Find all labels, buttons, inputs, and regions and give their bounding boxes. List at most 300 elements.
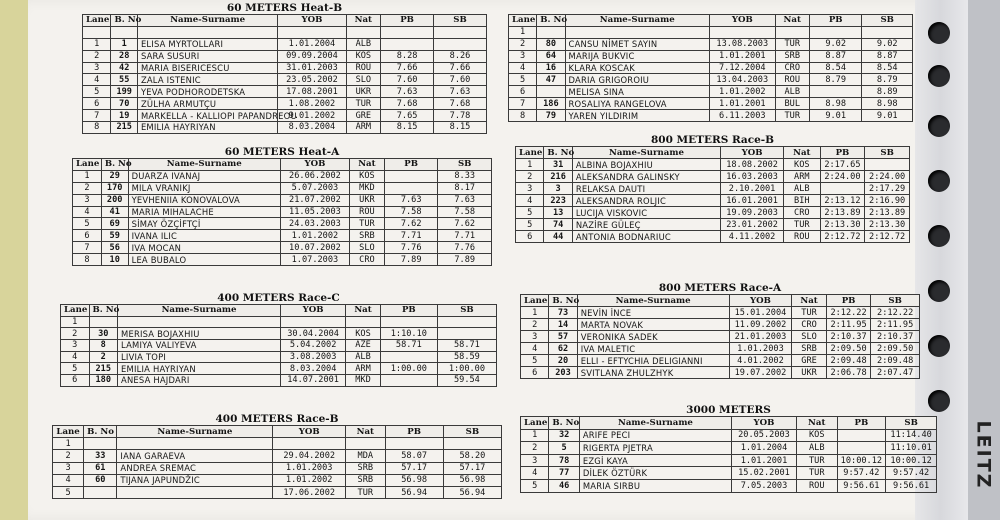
cell-lane: 3: [521, 331, 549, 343]
cell-pb: 7.58: [384, 206, 438, 218]
cell-sb: 2:10.37: [871, 331, 920, 343]
column-header-pb: PB: [385, 426, 443, 438]
cell-lane: 3: [61, 340, 90, 352]
cell-nat: [346, 438, 385, 450]
cell-bib: 44: [544, 231, 572, 243]
cell-sb: 8.33: [438, 170, 492, 182]
cell-sb: 2:13.89: [865, 207, 910, 219]
cell-pb: 10:00.12: [837, 454, 886, 467]
cell-bib: 1: [111, 38, 137, 50]
cell-name: IVA MALETIC: [577, 343, 729, 355]
column-header-name: Name-Surname: [572, 147, 720, 159]
cell-bib: 2: [89, 351, 118, 363]
table-row: [73, 206, 492, 218]
cell-lane: 8: [83, 122, 111, 134]
cell-yob: 5.07.2003: [280, 182, 349, 194]
cell-nat: ARM: [784, 171, 821, 183]
cell-sb: 7.68: [434, 98, 487, 110]
cell-yob: 4.01.2002: [729, 355, 792, 367]
cell-nat: TUR: [346, 98, 381, 110]
cell-lane: 4: [521, 467, 549, 480]
cell-nat: CRO: [775, 62, 809, 74]
cell-lane: 1: [521, 429, 549, 442]
cell-bib: [84, 486, 117, 498]
table-row: [53, 438, 502, 450]
cell-bib: 28: [111, 50, 137, 62]
cell-sb: 7.71: [438, 230, 492, 242]
cell-name: MARTA NOVAK: [577, 319, 729, 331]
cell-name: MILA VRANIKJ: [128, 182, 280, 194]
cell-sb: 10:00.12: [886, 454, 937, 467]
table-row: [61, 351, 497, 363]
column-header-nat: Nat: [346, 426, 385, 438]
event-title: [508, 2, 913, 14]
cell-yob: 09.09.2004: [278, 50, 346, 62]
event-start-list: [72, 146, 492, 266]
cell-nat: CRO: [784, 207, 821, 219]
cell-name: LIVIA TOPI: [118, 351, 281, 363]
column-header-yob: YOB: [281, 305, 346, 317]
cell-bib: [89, 316, 118, 328]
cell-pb: 8.15: [381, 122, 434, 134]
table-row: [521, 479, 937, 492]
cell-lane: 4: [521, 343, 549, 355]
cell-bib: 57: [549, 331, 577, 343]
table-row: [516, 183, 910, 195]
cell-bib: 14: [549, 319, 577, 331]
cell-nat: SLO: [349, 242, 384, 254]
cell-nat: BIH: [784, 195, 821, 207]
cell-yob: 13.04.2003: [709, 74, 775, 86]
cell-nat: ARM: [346, 363, 381, 375]
cell-name: ANDREA SREMAC: [117, 462, 273, 474]
cell-bib: 73: [549, 307, 577, 319]
cell-sb: 8.79: [862, 74, 913, 86]
cell-name: LUCIJA VISKOVIC: [572, 207, 720, 219]
cell-nat: CRO: [792, 319, 826, 331]
cell-name: LAMIYA VALIYEVA: [118, 340, 281, 352]
cell-sb: 2:12.72: [865, 231, 910, 243]
cell-nat: ROU: [796, 479, 837, 492]
column-header-name: Name-Surname: [117, 426, 273, 438]
cell-lane: 1: [61, 316, 90, 328]
column-header-sb: SB: [434, 15, 487, 27]
table-row: [509, 38, 913, 50]
cell-yob: 7.05.2003: [732, 479, 797, 492]
cell-nat: AZE: [346, 340, 381, 352]
cell-pb: 8.28: [381, 50, 434, 62]
cell-pb: [385, 438, 443, 450]
table-row: [61, 375, 497, 387]
cell-pb: 9:57.42: [837, 467, 886, 480]
cell-yob: 19.09.2003: [721, 207, 784, 219]
cell-sb: 9.02: [862, 38, 913, 50]
cell-name: LEA BUBALO: [128, 254, 280, 266]
cell-bib: 203: [549, 367, 577, 379]
table-row: [516, 219, 910, 231]
table-row: [61, 363, 497, 375]
table-row: [83, 62, 487, 74]
binder-hole: [928, 65, 950, 87]
column-header-nat: Nat: [792, 295, 826, 307]
cell-pb: 7.76: [384, 242, 438, 254]
column-header-sb: SB: [886, 417, 937, 430]
cell-nat: TUR: [346, 486, 385, 498]
cell-bib: 55: [111, 74, 137, 86]
cell-name: ROSALIYA RANGELOVA: [565, 98, 709, 110]
table-row: [509, 26, 913, 38]
cell-lane: 6: [73, 230, 102, 242]
cell-lane: 3: [521, 454, 549, 467]
binder-hole: [928, 225, 950, 247]
cell-bib: 69: [101, 218, 128, 230]
cell-lane: 1: [53, 438, 84, 450]
column-header-yob: YOB: [721, 147, 784, 159]
cell-sb: 7.58: [438, 206, 492, 218]
column-header-yob: YOB: [709, 15, 775, 27]
cell-pb: 2:24.00: [820, 171, 865, 183]
cell-sb: 9:57.42: [886, 467, 937, 480]
cell-lane: 5: [521, 479, 549, 492]
cell-nat: SRB: [775, 50, 809, 62]
results-table: [508, 14, 913, 122]
cell-bib: 80: [537, 38, 565, 50]
cell-yob: 1.01.2004: [278, 38, 346, 50]
cell-bib: 199: [111, 86, 137, 98]
cell-bib: 74: [544, 219, 572, 231]
cell-nat: MKD: [346, 375, 381, 387]
table-row: [521, 454, 937, 467]
cell-yob: 23.05.2002: [278, 74, 346, 86]
cell-yob: 13.08.2003: [709, 38, 775, 50]
cell-pb: 7.68: [381, 98, 434, 110]
table-row: [73, 170, 492, 182]
cell-lane: 6: [61, 375, 90, 387]
cell-pb: 8.87: [809, 50, 862, 62]
event-start-list: [508, 2, 913, 122]
results-table: [52, 425, 502, 499]
cell-nat: TUR: [775, 38, 809, 50]
cell-nat: TUR: [784, 219, 821, 231]
cell-pb: 7.62: [384, 218, 438, 230]
cell-bib: 180: [89, 375, 118, 387]
cell-yob: [709, 26, 775, 38]
cell-lane: 2: [521, 442, 549, 455]
table-row: [516, 171, 910, 183]
cell-yob: 1.01.2004: [732, 442, 797, 455]
header-row: [516, 147, 910, 159]
column-header-pb: PB: [820, 147, 865, 159]
column-header-name: Name-Surname: [565, 15, 709, 27]
cell-sb: 7.63: [434, 86, 487, 98]
table-row: [73, 254, 492, 266]
cell-yob: 1.08.2002: [278, 98, 346, 110]
cell-lane: 5: [61, 363, 90, 375]
binder-hole: [928, 22, 950, 44]
table-row: [521, 467, 937, 480]
cell-yob: 5.04.2002: [281, 340, 346, 352]
cell-nat: SRB: [346, 474, 385, 486]
cell-pb: 2:13.30: [820, 219, 865, 231]
cell-bib: 59: [101, 230, 128, 242]
table-row: [509, 74, 913, 86]
brand-mark: LEITZ: [972, 420, 994, 490]
cell-name: ALBINA BOJAXHIU: [572, 159, 720, 171]
cell-lane: 1: [521, 307, 549, 319]
cell-yob: 21.01.2003: [729, 331, 792, 343]
column-header-lane: Lane: [509, 15, 537, 27]
column-header-yob: YOB: [732, 417, 797, 430]
cell-nat: ROU: [784, 231, 821, 243]
cell-yob: 1.01.2003: [729, 343, 792, 355]
cell-name: SVITLANA ZHULZHYK: [577, 367, 729, 379]
cell-sb: [437, 328, 496, 340]
cell-name: TIJANA JAPUNDŽIC: [117, 474, 273, 486]
cell-nat: BUL: [775, 98, 809, 110]
cell-bib: 31: [544, 159, 572, 171]
cell-name: [565, 26, 709, 38]
header-row: [73, 159, 492, 171]
column-header-lane: Lane: [83, 15, 111, 27]
cell-pb: 7.65: [381, 110, 434, 122]
cell-bib: 41: [101, 206, 128, 218]
cell-bib: [537, 86, 565, 98]
cell-sb: [862, 26, 913, 38]
cell-name: DUARZA IVANAJ: [128, 170, 280, 182]
cell-lane: 4: [509, 62, 537, 74]
cell-pb: 7.63: [381, 86, 434, 98]
cell-pb: [820, 183, 865, 195]
cell-name: YAREN YILDIRIM: [565, 110, 709, 122]
cell-pb: 56.94: [385, 486, 443, 498]
cell-yob: 2.10.2001: [721, 183, 784, 195]
cell-pb: 2:09.50: [826, 343, 871, 355]
table-row: [516, 159, 910, 171]
cell-nat: KOS: [784, 159, 821, 171]
cell-nat: ROU: [775, 74, 809, 86]
column-header-yob: YOB: [280, 159, 349, 171]
cell-bib: 3: [544, 183, 572, 195]
column-header-yob: YOB: [278, 15, 346, 27]
header-row: [83, 15, 487, 27]
cell-lane: 5: [516, 207, 544, 219]
cell-name: ALEKSANDRA GALINSKY: [572, 171, 720, 183]
cell-name: SARA SUSURI: [137, 50, 277, 62]
cell-bib: 64: [537, 50, 565, 62]
cell-lane: 4: [61, 351, 90, 363]
cell-nat: KOS: [796, 429, 837, 442]
cell-lane: 5: [73, 218, 102, 230]
cell-bib: 10: [101, 254, 128, 266]
cell-sb: 8.15: [434, 122, 487, 134]
column-header-nat: Nat: [346, 305, 381, 317]
cell-name: ELLI - EFTYCHIA DELIGIANNI: [577, 355, 729, 367]
cell-yob: 11.05.2003: [280, 206, 349, 218]
cell-lane: 4: [73, 206, 102, 218]
cell-pb: 2:10.37: [826, 331, 871, 343]
table-row: [509, 50, 913, 62]
table-row: [73, 230, 492, 242]
column-header-nat: Nat: [796, 417, 837, 430]
header-row: [53, 426, 502, 438]
table-row: [61, 316, 497, 328]
header-row: [521, 295, 920, 307]
cell-yob: 14.07.2001: [281, 375, 346, 387]
cell-nat: SLO: [792, 331, 826, 343]
column-header-nat: Nat: [775, 15, 809, 27]
results-table: [520, 416, 937, 493]
table-row: [53, 474, 502, 486]
table-row: [521, 355, 920, 367]
column-header-pb: PB: [826, 295, 871, 307]
cell-bib: 200: [101, 194, 128, 206]
event-start-list: [60, 292, 497, 387]
table-row: [509, 86, 913, 98]
column-header-pb: PB: [809, 15, 862, 27]
cell-name: [137, 26, 277, 38]
event-start-list: [515, 134, 910, 243]
cell-lane: 1: [83, 38, 111, 50]
column-header-lane: Lane: [521, 417, 549, 430]
cell-sb: 57.17: [443, 462, 501, 474]
cell-yob: 29.04.2002: [273, 450, 346, 462]
column-header-bib: B. No: [549, 417, 579, 430]
table-row: [53, 486, 502, 498]
cell-sb: 56.98: [443, 474, 501, 486]
cell-yob: 1.01.2003: [273, 462, 346, 474]
cell-pb: [381, 38, 434, 50]
cell-lane: 5: [83, 86, 111, 98]
cell-nat: SRB: [346, 462, 385, 474]
cell-sb: 7.62: [438, 218, 492, 230]
cell-pb: 7.63: [384, 194, 438, 206]
table-row: [521, 331, 920, 343]
cell-pb: [380, 316, 437, 328]
cell-bib: 46: [549, 479, 579, 492]
cell-lane: 2: [521, 319, 549, 331]
event-start-list: [82, 2, 487, 134]
results-table: [72, 158, 492, 266]
cell-yob: 10.07.2002: [280, 242, 349, 254]
column-header-yob: YOB: [729, 295, 792, 307]
cell-yob: 7.12.2004: [709, 62, 775, 74]
column-header-name: Name-Surname: [137, 15, 277, 27]
table-row: [516, 207, 910, 219]
cell-bib: 16: [537, 62, 565, 74]
cell-nat: KOS: [346, 328, 381, 340]
column-header-pb: PB: [380, 305, 437, 317]
column-header-sb: SB: [437, 305, 496, 317]
cell-bib: 29: [101, 170, 128, 182]
cell-nat: KOS: [349, 170, 384, 182]
cell-yob: 16.03.2003: [721, 171, 784, 183]
cell-lane: 2: [509, 38, 537, 50]
cell-pb: 2:17.65: [820, 159, 865, 171]
cell-yob: 16.01.2001: [721, 195, 784, 207]
cell-yob: 31.01.2003: [278, 62, 346, 74]
cell-pb: 58.71: [380, 340, 437, 352]
cell-sb: 2:24.00: [865, 171, 910, 183]
cell-yob: 17.08.2001: [278, 86, 346, 98]
cell-pb: 57.17: [385, 462, 443, 474]
cell-yob: 1.01.2002: [273, 474, 346, 486]
column-header-sb: SB: [871, 295, 920, 307]
cell-sb: 2:09.50: [871, 343, 920, 355]
cell-lane: 2: [73, 182, 102, 194]
table-row: [53, 462, 502, 474]
event-title: 400 METERS Race-B: [215, 413, 339, 425]
cell-yob: 17.06.2002: [273, 486, 346, 498]
event-title: 800 METERS Race-A: [658, 282, 782, 294]
cell-nat: SRB: [349, 230, 384, 242]
header-row: [61, 305, 497, 317]
column-header-lane: Lane: [53, 426, 84, 438]
table-row: [83, 50, 487, 62]
cell-pb: 9:56.61: [837, 479, 886, 492]
cell-sb: 8.17: [438, 182, 492, 194]
cell-lane: 5: [516, 219, 544, 231]
table-row: [83, 26, 487, 38]
table-row: [509, 110, 913, 122]
cell-yob: 19.07.2002: [729, 367, 792, 379]
cell-sb: 2:17.29: [865, 183, 910, 195]
cell-yob: 15.01.2004: [729, 307, 792, 319]
cell-pb: [380, 375, 437, 387]
cell-sb: 8.26: [434, 50, 487, 62]
cell-name: IANA GARAEVA: [117, 450, 273, 462]
cell-lane: 3: [53, 462, 84, 474]
cell-bib: 5: [549, 442, 579, 455]
cell-bib: 13: [544, 207, 572, 219]
cell-lane: 2: [516, 171, 544, 183]
cell-lane: 4: [53, 474, 84, 486]
cell-name: ANESA HAJDARI: [118, 375, 281, 387]
column-header-pb: PB: [381, 15, 434, 27]
cell-bib: 79: [537, 110, 565, 122]
cell-name: CANSU NİMET SAYIN: [565, 38, 709, 50]
cell-pb: [837, 429, 886, 442]
cell-sb: 59.54: [437, 375, 496, 387]
results-table: [82, 14, 487, 134]
cell-name: IVANA ILIC: [128, 230, 280, 242]
column-header-bib: B. No: [549, 295, 577, 307]
cell-yob: 15.02.2001: [732, 467, 797, 480]
cell-lane: 6: [516, 231, 544, 243]
cell-pb: 2:13.12: [820, 195, 865, 207]
cell-lane: 4: [83, 74, 111, 86]
column-header-lane: Lane: [516, 147, 544, 159]
event-start-list: [520, 404, 937, 493]
cell-yob: 9.01.2002: [278, 110, 346, 122]
table-row: [61, 328, 497, 340]
cell-name: ZÜLHA ARMUTÇU: [137, 98, 277, 110]
cell-nat: ARM: [346, 122, 381, 134]
cell-bib: 8: [89, 340, 118, 352]
cell-pb: [381, 26, 434, 38]
cell-yob: 1.01.2001: [732, 454, 797, 467]
cell-pb: 8.54: [809, 62, 862, 74]
cell-sb: 7.63: [438, 194, 492, 206]
cell-sb: 11:14.40: [886, 429, 937, 442]
results-table: [515, 146, 910, 243]
table-row: [521, 442, 937, 455]
column-header-bib: B. No: [84, 426, 117, 438]
column-header-nat: Nat: [346, 15, 381, 27]
column-header-name: Name-Surname: [577, 295, 729, 307]
cell-nat: ALB: [775, 86, 809, 98]
cell-bib: 20: [549, 355, 577, 367]
cell-bib: 77: [549, 467, 579, 480]
